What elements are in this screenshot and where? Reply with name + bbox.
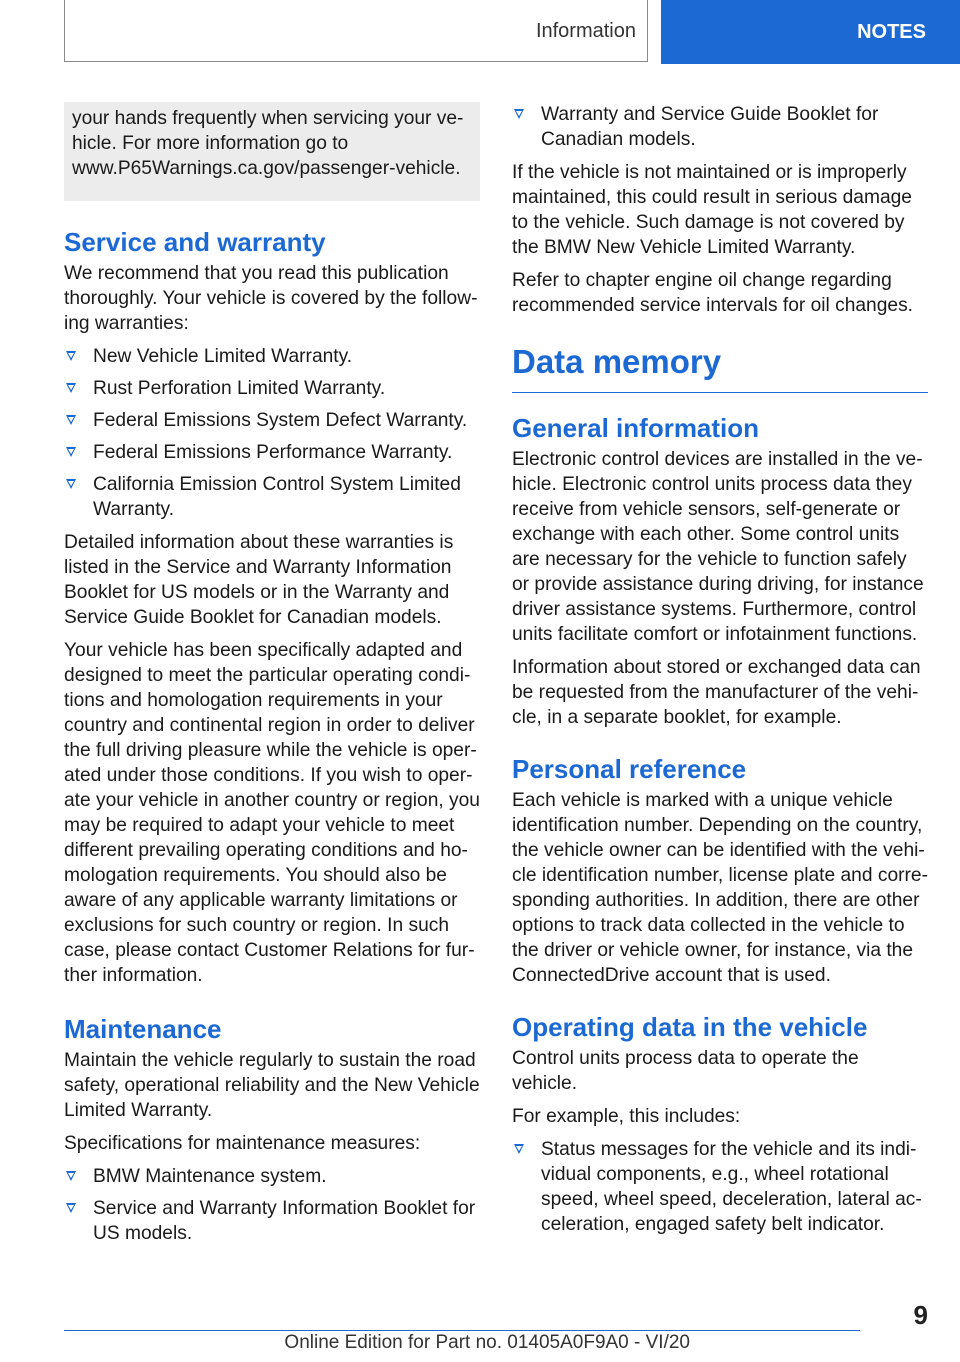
bullet-triangle-icon xyxy=(514,1144,524,1154)
bullet-triangle-icon xyxy=(66,447,76,457)
footer-edition: Online Edition for Part no. 01405A0F9A0 - VI/20 xyxy=(284,1332,690,1353)
list-item: New Vehicle Limited Warranty. xyxy=(64,344,480,369)
operating-paragraph-2: For example, this includes: xyxy=(512,1106,741,1127)
bullet-triangle-icon xyxy=(66,351,76,361)
warranty-list xyxy=(64,344,480,522)
heading-operating-data: Operating data in the vehicle xyxy=(512,1012,868,1042)
service-paragraph-1: Detailed information about these warranties is listed in the Service and Warranty Information Booklet for US models or in the Warranty and Service Guide Booklet for Canadian models. xyxy=(64,532,454,628)
page-number: 9 xyxy=(913,1300,928,1330)
bullet-triangle-icon xyxy=(66,1203,76,1213)
maintenance-list xyxy=(64,1164,480,1246)
operating-paragraph-1: Control units process data to operate the vehicle. xyxy=(512,1048,859,1094)
header-tab-label: NOTES xyxy=(857,20,926,43)
operating-list xyxy=(512,1137,928,1237)
list-item: Rust Perforation Limited Warranty. xyxy=(64,376,480,401)
list-item: Status messages for the vehicle and its individual components, e.g., wheel rotational speed, wheel speed, deceleration, lateral acceleration, engaged safety belt indicator. xyxy=(512,1137,928,1237)
maintenance-paragraph-3: If the vehicle is not maintained or is improperly maintained, this could result in serious damage to the vehicle. Such damage is not covered by the BMW New Vehicle Limited Warranty. xyxy=(512,162,912,258)
header-section-title: Information xyxy=(535,20,636,42)
bullet-triangle-icon xyxy=(514,109,524,119)
right-column xyxy=(512,102,928,1245)
maintenance-paragraph-1: Maintain the vehicle regularly to sustain the road safety, operational reliability and the New Vehicle Limited Warranty. xyxy=(64,1050,480,1121)
heading-personal-reference: Personal reference xyxy=(512,754,747,784)
maintenance-list-continued xyxy=(512,102,928,152)
list-item: Warranty and Service Guide Booklet for Canadian models. xyxy=(512,102,928,152)
bullet-triangle-icon xyxy=(66,415,76,425)
heading-service-warranty: Service and warranty xyxy=(64,227,326,257)
warning-box: your hands frequently when servicing your vehicle. For more information go to www.P65Warnings.ca.gov/passenger-vehicle. xyxy=(64,102,480,201)
heading-maintenance: Maintenance xyxy=(64,1014,222,1044)
list-item: Service and Warranty Information Booklet for US models. xyxy=(64,1196,480,1246)
maintenance-paragraph-2: Specifications for maintenance measures: xyxy=(64,1133,421,1154)
footer-divider xyxy=(64,1330,860,1331)
general-paragraph-1: Electronic control devices are installed in the vehicle. Electronic control units process data they receive from vehicle sensors, self-generate or exchange with each other. Some control units are necessary for the vehicle to function safely or provide assistance during driving, for instance driver assistance systems. Furthermore, control units facilitate comfort or infotainment functions. xyxy=(512,449,924,645)
heading-data-memory: Data memory xyxy=(512,342,928,393)
personal-paragraph-1: Each vehicle is marked with a unique vehicle identification number. Depending on the country, the vehicle owner can be identified with the vehicle identification number, license plate and corresponding authorities. In addition, there are other options to track data collected in the vehicle to the driver or vehicle owner, for instance, via the ConnectedDrive account that is used. xyxy=(512,790,928,986)
heading-general-information: General information xyxy=(512,413,760,443)
bullet-triangle-icon xyxy=(66,479,76,489)
bullet-triangle-icon xyxy=(66,383,76,393)
bullet-triangle-icon xyxy=(66,1171,76,1181)
service-intro: We recommend that you read this publication thoroughly. Your vehicle is covered by the following warranties: xyxy=(64,263,478,334)
list-item: California Emission Control System Limited Warranty. xyxy=(64,472,480,522)
left-column xyxy=(64,102,480,1254)
maintenance-paragraph-4: Refer to chapter engine oil change regarding recommended service intervals for oil changes. xyxy=(512,270,913,316)
list-item: BMW Maintenance system. xyxy=(64,1164,480,1189)
list-item: Federal Emissions System Defect Warranty. xyxy=(64,408,480,433)
header-tab-notes[interactable] xyxy=(661,0,960,64)
service-paragraph-2: Your vehicle has been specifically adapted and designed to meet the particular operating conditions and homologation requirements in your country and continental region in order to deliver the full driving pleasure while the vehicle is operated under those conditions. If you wish to operate your vehicle in another country or region, you may be required to adapt your vehicle to meet different prevailing operating conditions and homologation requirements. You should also be aware of any applicable warranty limitations or exclusions for such country or region. In such case, please contact Customer Relations for further information. xyxy=(64,640,480,986)
general-paragraph-2: Information about stored or exchanged data can be requested from the manufacturer of the vehicle, in a separate booklet, for example. xyxy=(512,657,921,728)
list-item: Federal Emissions Performance Warranty. xyxy=(64,440,480,465)
